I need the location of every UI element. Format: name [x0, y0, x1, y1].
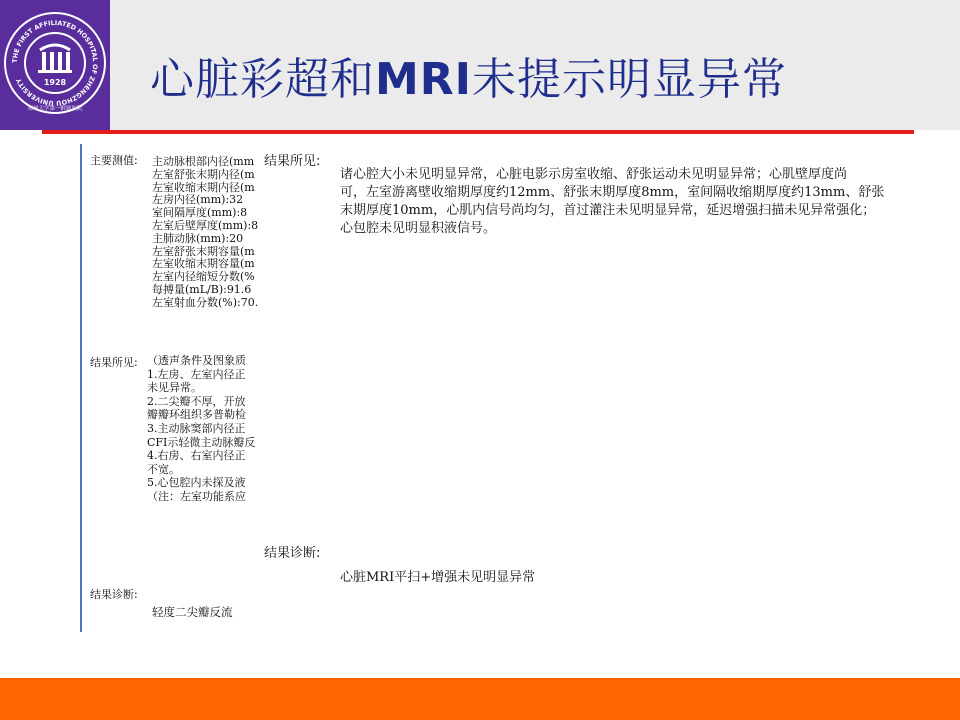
- logo-year: 1928: [43, 78, 67, 87]
- measurement-item: 左室舒张末期内径(m: [152, 167, 255, 181]
- measurement-item: 左室射血分数(%):70.: [152, 295, 259, 309]
- logo-inner-text: 郑州大学第一附属医院: [27, 106, 83, 112]
- finding-line: 未见异常。: [147, 381, 202, 395]
- mri-diagnosis-text: 心脏MRI平扫+增强未见明显异常: [340, 570, 536, 585]
- logo-ring-text: THE FIRST AFFILIATED HOSPITAL OF ZHENGZHOU UNIVERSITY: [10, 18, 100, 108]
- measurement-item: 主动脉根部内径(mm: [152, 155, 255, 168]
- footer-bar: [0, 678, 960, 720]
- echo-diagnosis-text: 轻度二尖瓣反流: [152, 605, 233, 619]
- measurement-item: 室间隔厚度(mm):8: [152, 206, 248, 220]
- finding-line: CFI示轻微主动脉瓣反: [147, 435, 256, 449]
- finding-line: 3.主动脉窦部内径正: [147, 421, 246, 435]
- title-divider: [42, 130, 914, 134]
- hospital-logo-emblem: [2, 10, 108, 116]
- hospital-logo: [0, 0, 110, 130]
- finding-line: 2.二尖瓣不厚，开放: [147, 394, 246, 408]
- title-latin: MRI: [375, 54, 473, 105]
- finding-line: 1.左房、左室内径正: [147, 367, 246, 381]
- measurement-item: 左室舒张末期容量(m: [152, 244, 255, 258]
- finding-line: 不宽。: [147, 462, 180, 476]
- measurement-item: 左室收缩末期内径(m: [152, 180, 255, 194]
- echo-measure-label: 主要测值:: [90, 154, 138, 167]
- title-part2: 未提示明显异常: [472, 54, 788, 105]
- echo-findings-list: [147, 354, 255, 504]
- measurement-item: 左室后壁厚度(mm):8: [152, 218, 259, 232]
- mri-findings-line: 诸心腔大小未见明显异常，心脏电影示房室收缩、舒张运动未见明显异常；心肌壁厚度尚: [340, 167, 848, 182]
- mri-findings-label: 结果所见:: [264, 154, 321, 169]
- measurement-item: 左室内径缩短分数(%: [152, 270, 255, 284]
- title-part1: 心脏彩超和: [150, 54, 375, 105]
- finding-line: （注：左室功能系应: [147, 489, 246, 503]
- mri-diagnosis-label: 结果诊断:: [264, 546, 321, 561]
- mri-report-panel: [260, 146, 950, 606]
- mri-findings-text: [340, 166, 940, 238]
- mri-findings-line: 末期厚度10mm，心肌内信号尚均匀，首过灌注未见明显异常，延迟增强扫描未见异常强化；: [340, 203, 876, 218]
- finding-line: 4.右房、右室内径正: [147, 449, 246, 463]
- measurement-item: 左房内径(mm):32: [152, 193, 244, 207]
- echo-diagnosis-label: 结果诊断:: [90, 588, 138, 601]
- measurement-item: 主肺动脉(mm):20: [152, 231, 244, 245]
- mri-findings-line: 可，左室游离壁收缩期厚度约12mm、舒张末期厚度8mm，室间隔收缩期厚度约13mm、舒张: [340, 185, 885, 200]
- measurement-item: 左室收缩末期容量(m: [152, 257, 255, 271]
- finding-line: 瓣瓣环组织多普勒检: [147, 408, 246, 422]
- finding-line: 5.心包腔内未探及液: [147, 476, 246, 490]
- mri-findings-line: 心包腔未见明显积液信号。: [340, 221, 497, 236]
- measurement-item: 每搏量(mL/B):91.6: [152, 282, 252, 296]
- echo-report-panel: [80, 144, 262, 632]
- echo-findings-label: 结果所见:: [90, 356, 138, 369]
- slide-title: [150, 50, 787, 110]
- echo-measurement-list: [152, 156, 258, 310]
- finding-line: （透声条件及图象质: [147, 354, 246, 367]
